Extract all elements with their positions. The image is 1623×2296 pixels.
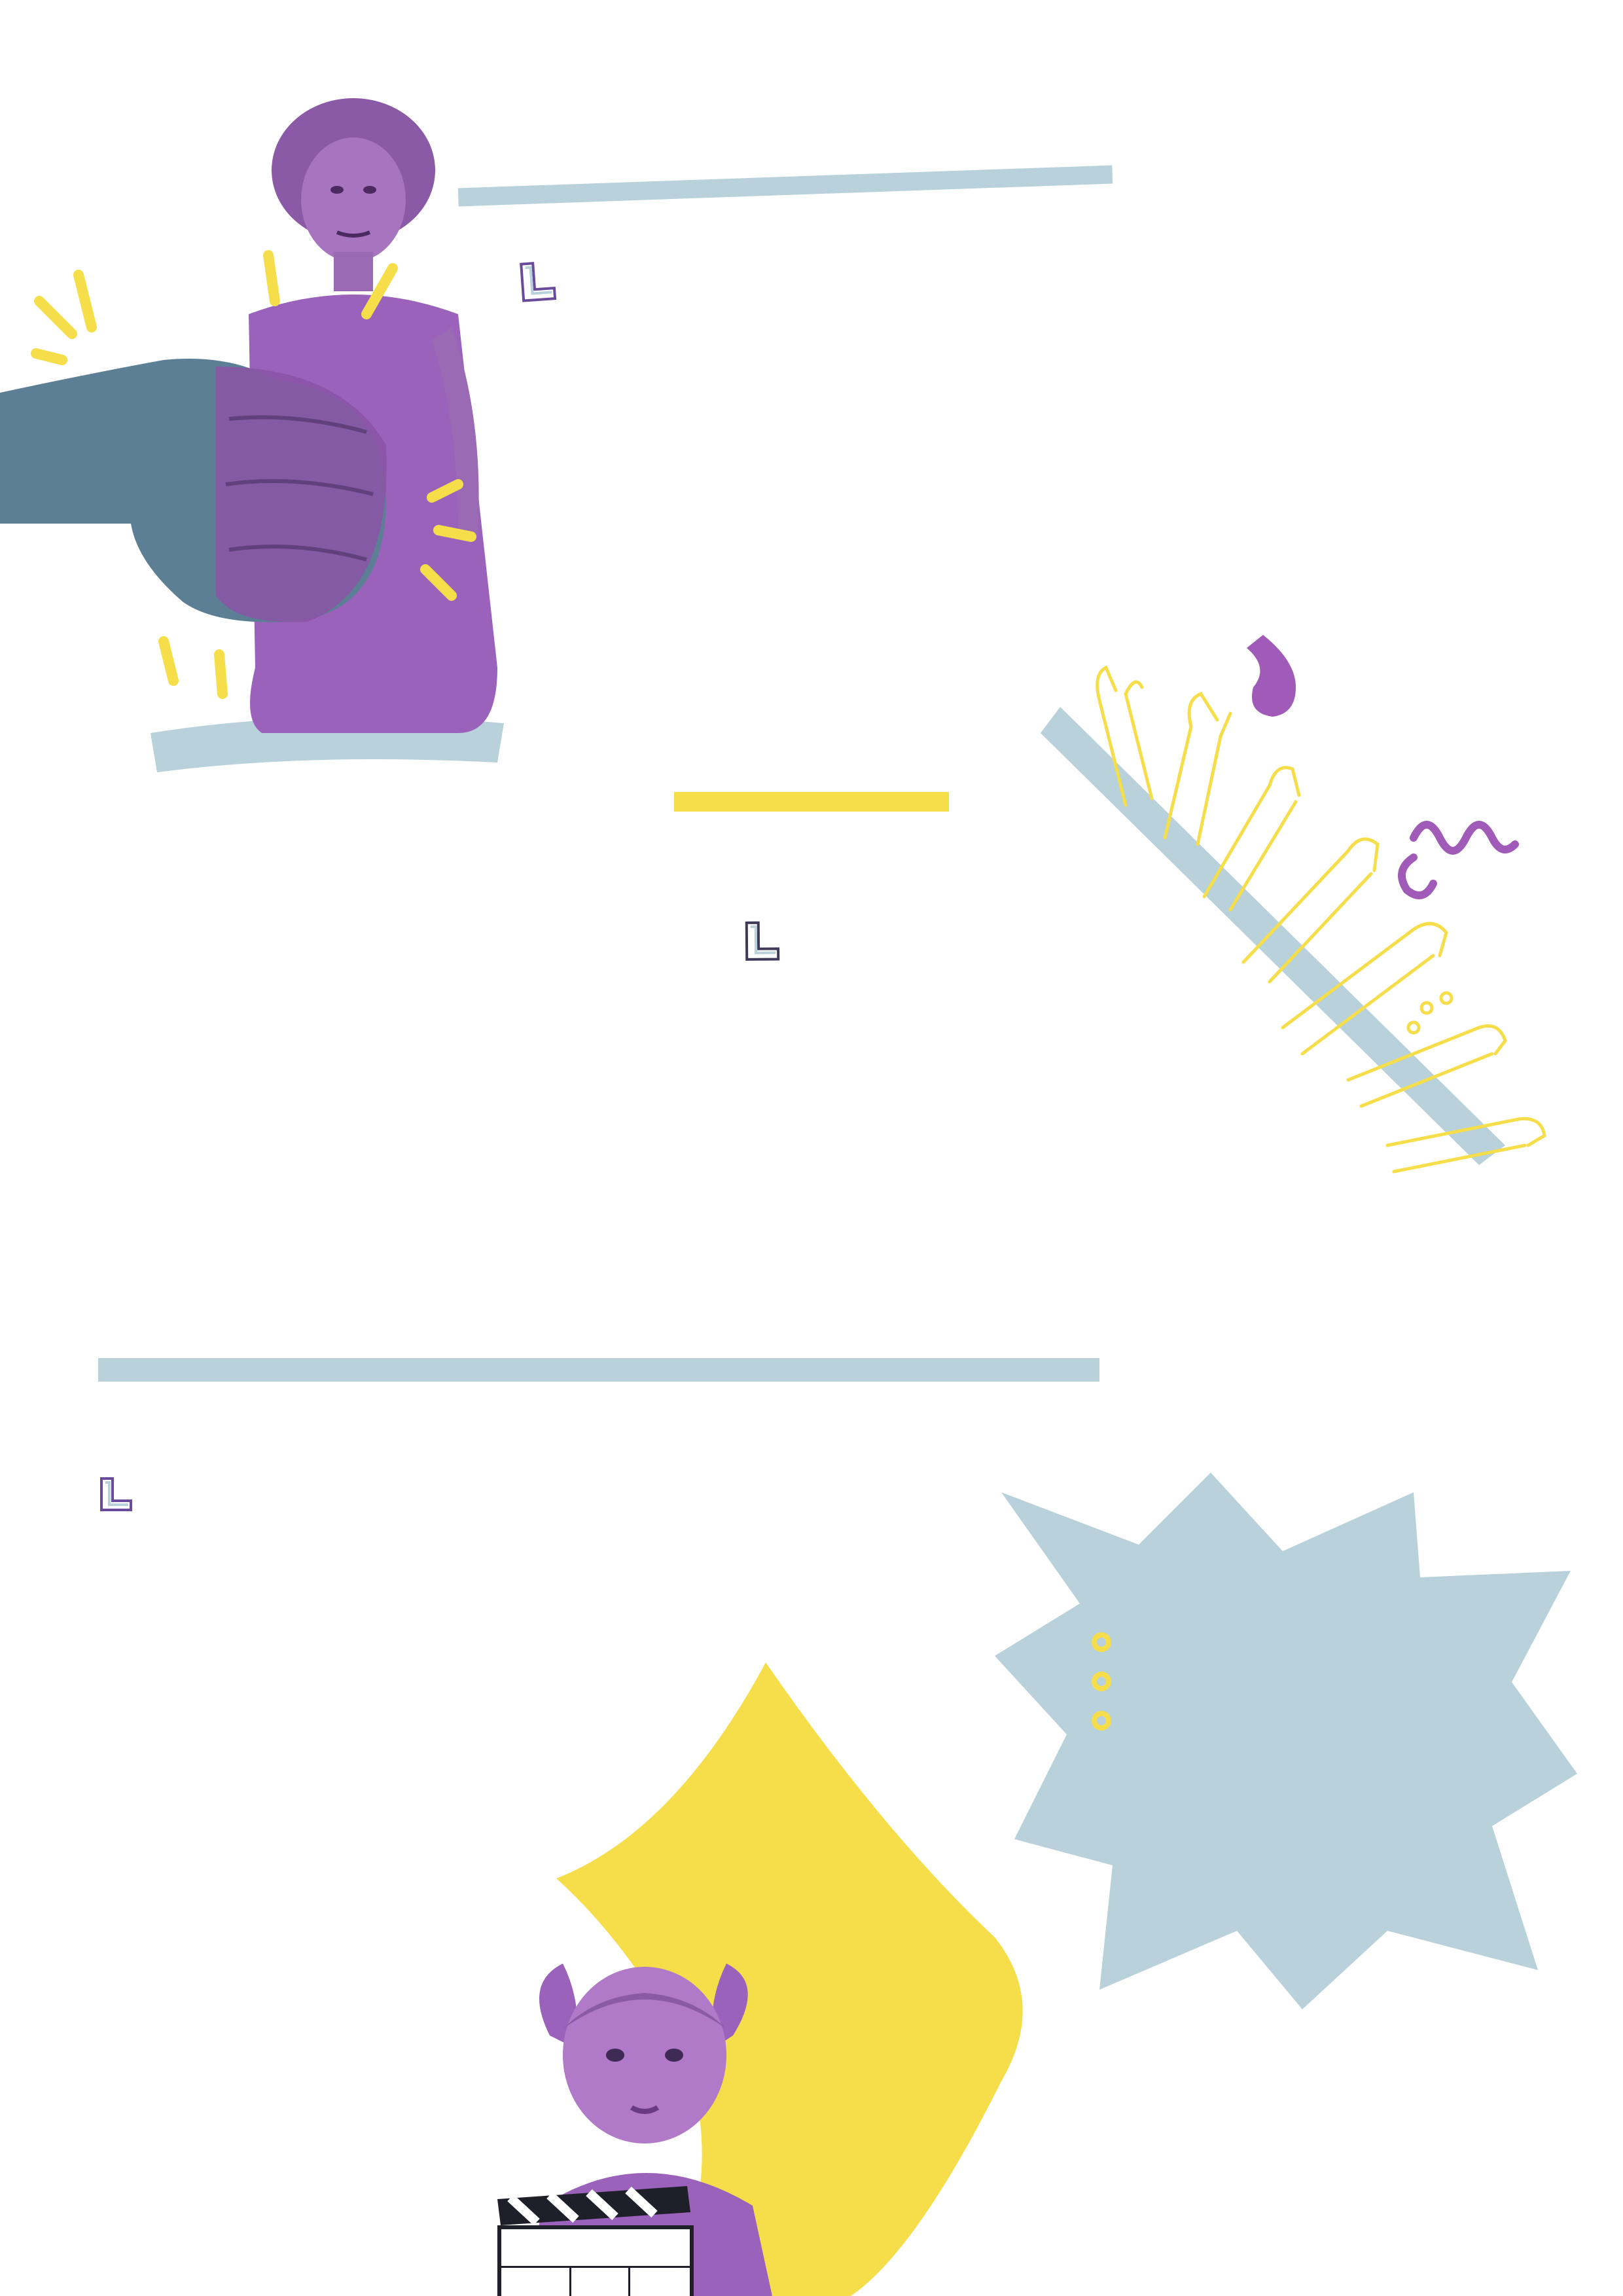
title-underline-brush xyxy=(674,792,949,812)
chiffres-starburst xyxy=(995,1473,1584,2016)
elderly-woman-photo xyxy=(0,79,524,798)
chiffres-list xyxy=(1079,1623,1550,1741)
dropcap-l-icon xyxy=(743,920,783,962)
dropcap-l-icon xyxy=(517,259,559,304)
bullet-ring-icon xyxy=(1092,1672,1111,1691)
dropcap-l-icon xyxy=(98,1476,134,1513)
title-underline-brush xyxy=(458,166,1113,207)
chiffres-line xyxy=(1079,1702,1550,1741)
bullet-ring-icon xyxy=(1092,1632,1111,1652)
chiffres-line xyxy=(1079,1623,1550,1662)
top-dash-border xyxy=(0,0,1623,79)
chiffres-line xyxy=(1079,1662,1550,1702)
enfants-body xyxy=(98,1476,818,1513)
femmes-body xyxy=(517,200,1401,304)
title-underline-brush xyxy=(98,1358,1099,1382)
bottom-dash-border xyxy=(1014,2212,1623,2296)
enfants-line xyxy=(98,1476,818,1513)
femmes-line xyxy=(517,200,1401,304)
clapperboard-icon xyxy=(497,2186,694,2296)
bullet-ring-icon xyxy=(1092,1711,1111,1731)
